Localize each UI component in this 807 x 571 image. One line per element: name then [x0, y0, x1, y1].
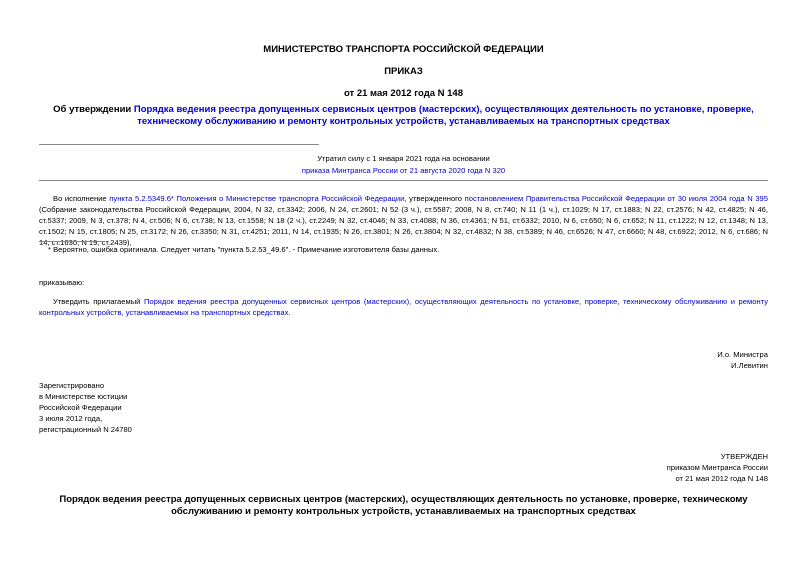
approve-suffix: .: [288, 308, 291, 317]
lost-force-line: [0, 166, 807, 175]
approved-line-3: от 21 мая 2012 года N 148: [675, 474, 768, 483]
title-prefix: Об утверждении: [53, 104, 134, 115]
basis-mid: , утвержденного: [404, 194, 465, 203]
registration-line-4: 3 июля 2012 года,: [39, 414, 103, 423]
basis-link-resolution[interactable]: постановлением Правительства Российской Федерации от 30 июля 2004 года N 395: [464, 194, 769, 203]
basis-link-regulation[interactable]: пункта 5.2.5349.6* Положения о Министерстве транспорта Российской Федерации: [109, 194, 405, 203]
registration-line-1: Зарегистрировано: [39, 381, 105, 390]
document-date-number: от 21 мая 2012 года N 148: [343, 88, 464, 99]
basis-rest: (Собрание законодательства Российской Федерации, 2004, N 32, ст.3342; 2006, N 24, ст.2601; N 52 (3 ч.), ст.5587; 2008, N 8, ст.740; N 11 (1 ч.), ст.1029; N 17, ст.1883; N 22, ст.2576; N 42, ст.4825; N 46, ст.5337; 2009, N 3, ст.378; N 4, ст.506; N 6, ст.738; N 13, ст.1558; N 18 (2 ч.), ст.2249; N 32, ст.4046; N 33, ст.4088; N 36, ст.4361; N 51, ст.6332; 2010, N 6, ст.650; N 6, ст.652; N 11, ст.1222; N 12, ст.1348; N 13, ст.1502; N 15, ст.1805; N 25, ст.3172; N 26, ст.3350; N 31, ст.4251; 2011, N 14, ст.1935; N 26, ст.3801; N 26, ст.3804; N 32, ст.4832; N 38, ст.5389; N 46, ст.6526; N 47, ст.6660; N 48, ст.6922; 2012, N 6, ст.686; N 14, ст.1630; N 19, ст.2439),: [39, 205, 768, 247]
approved-line-2: приказом Минтранса России: [666, 463, 768, 472]
document-title: [30, 104, 777, 128]
ministry-heading: МИНИСТЕРСТВО ТРАНСПОРТА РОССИЙСКОЙ ФЕДЕРАЦИИ: [263, 44, 544, 55]
registration-line-5: регистрационный N 24780: [39, 425, 132, 434]
order-word: приказываю:: [39, 278, 85, 287]
document-type: ПРИКАЗ: [384, 66, 423, 77]
basis-paragraph: [39, 193, 768, 248]
signature-block: [717, 349, 768, 371]
registration-line-2: в Министерстве юстиции: [39, 392, 128, 401]
lost-force-text: Утратил силу с 1 января 2021 года на основании: [317, 154, 490, 163]
registration-block: [39, 380, 132, 435]
footnote-divider: [39, 241, 105, 242]
divider: [39, 180, 768, 181]
approve-prefix: Утвердить прилагаемый: [53, 297, 144, 306]
footnote: * Вероятно, ошибка оригинала. Следует читать "пункта 5.2.53_49.6". - Примечание изготовителя базы данных.: [48, 245, 440, 254]
approve-paragraph: [39, 296, 768, 318]
signature-name: И.Левитин: [731, 361, 768, 370]
approved-block: [667, 451, 768, 484]
procedure-title: Порядок ведения реестра допущенных сервисных центров (мастерских), осуществляющих деятельность по установке, проверке, техническому обслуживанию и ремонту контрольных устройств, устанавливаемых на транспортных средствах: [59, 494, 748, 517]
registration-line-3: Российской Федерации: [39, 403, 122, 412]
approve-link[interactable]: Порядок ведения реестра допущенных сервисных центров (мастерских), осуществляющих деятельность по установке, проверке, техническому обслуживанию и ремонту контрольных устройств, устанавливаемых на транспортных средствах: [39, 297, 768, 317]
approved-line-1: УТВЕРЖДЕН: [720, 452, 768, 461]
lost-force-link[interactable]: приказа Минтранса России от 21 августа 2020 года N 320: [301, 166, 506, 175]
short-divider: [39, 144, 319, 145]
basis-prefix: Во исполнение: [53, 194, 110, 203]
signature-position: И.о. Министра: [717, 350, 768, 359]
title-link[interactable]: Порядка ведения реестра допущенных сервисных центров (мастерских), осуществляющих деятельность по установке, проверке, техническому обслуживанию и ремонту контрольных устройств, устанавливаемых на транспортных средствах: [133, 104, 754, 127]
